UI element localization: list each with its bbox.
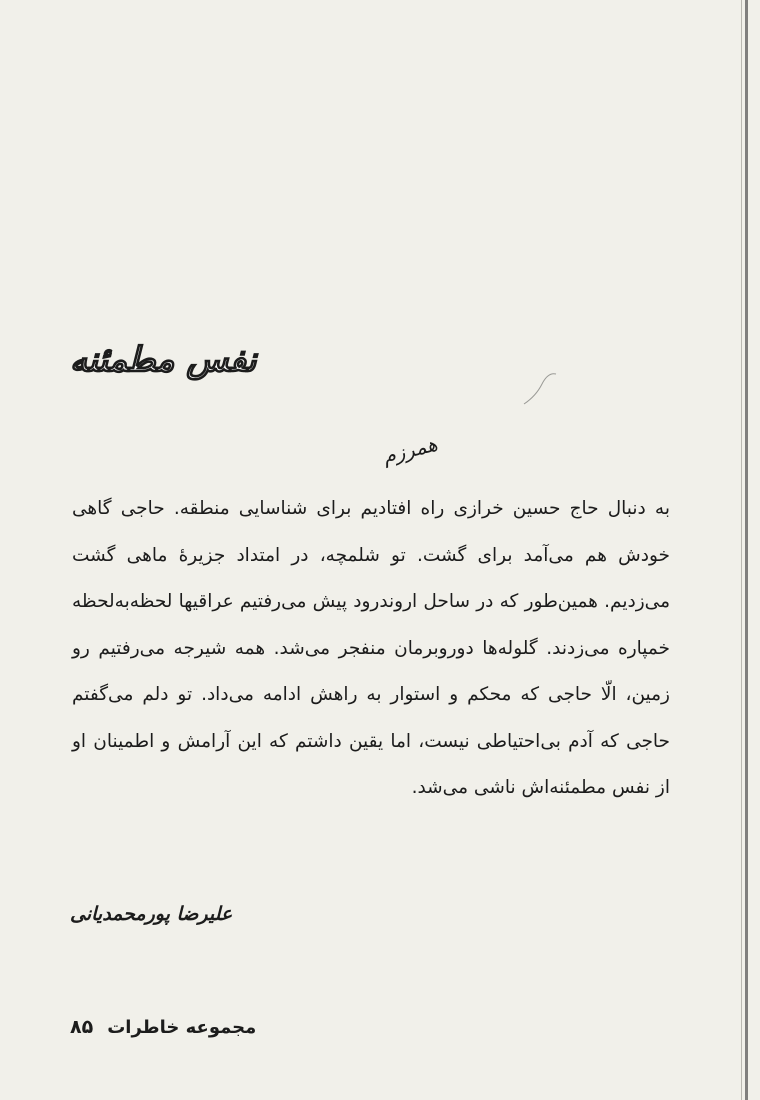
scan-mark xyxy=(520,370,560,410)
page-number: ۸۵ xyxy=(70,1016,94,1038)
story-title: نفس مطمئنه xyxy=(70,340,257,380)
author-name: علیرضا پورمحمدیانی xyxy=(70,903,233,925)
story-subtitle: همرزم xyxy=(380,431,440,469)
book-title: مجموعه خاطرات xyxy=(107,1017,257,1038)
page-edge-shadow xyxy=(745,0,748,1100)
page-edge-line xyxy=(741,0,742,1100)
story-body: به دنبال حاج حسین خرازی راه افتادیم برای شناسایی منطقه. حاجی گاهی خودش هم می‌آمد برای گشت. تو شلمچه، در امتداد جزیرهٔ ماهی گشت می‌زدیم. همین‌طور که در ساحل اروندرود پیش می‌رفتیم عراقیها لحظه‌به‌لحظه خمپاره می‌زدند. گلوله‌ها دوروبرمان منفجر می‌شد. همه شیرجه می‌رفتیم رو زمین، الّا حاجی که محکم و استوار به راهش ادامه می‌داد. تو دلم می‌گفتم حاجی که آدم بی‌احتیاطی نیست، اما یقین داشتم که این آرامش و اطمینان او از نفس مطمئنه‌اش ناشی می‌شد. xyxy=(72,498,670,798)
page-footer xyxy=(70,1016,256,1038)
